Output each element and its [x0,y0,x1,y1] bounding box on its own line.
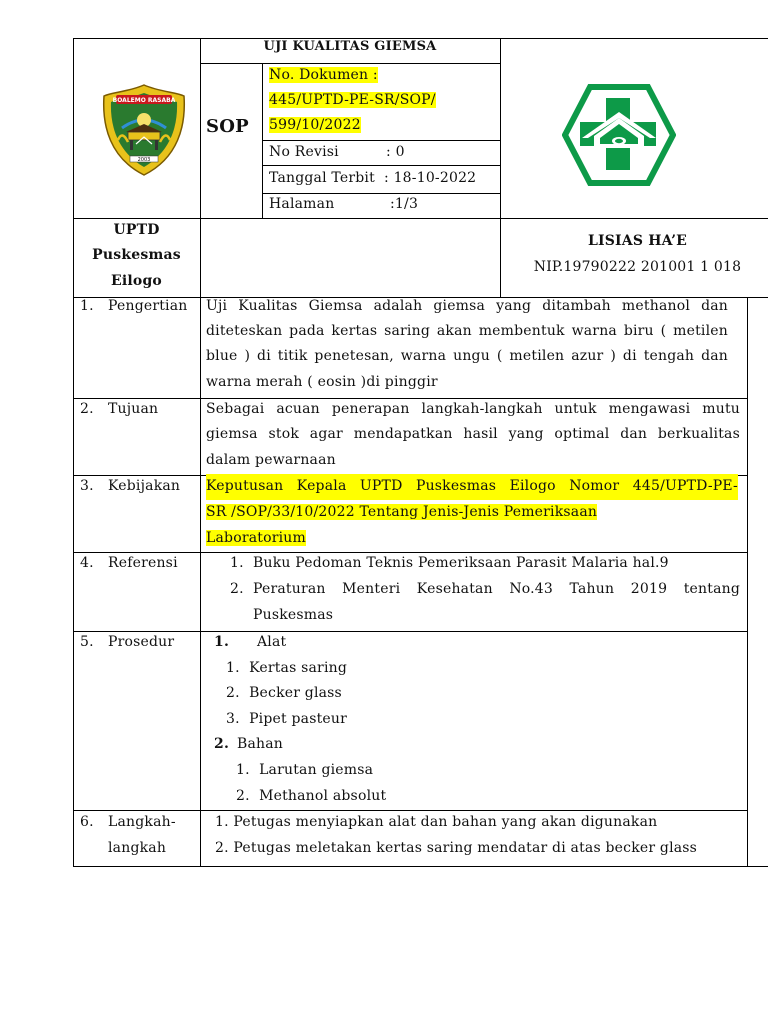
body-line: dalam pewarnaan [206,452,336,468]
section-label: langkah [108,840,167,856]
section-number: 5. [80,634,94,650]
terbit-label: Tanggal Terbit [269,170,375,186]
section-label: Langkah- [108,814,176,830]
svg-text:BOALEMO RASABA: BOALEMO RASABA [112,97,176,104]
dokumen-number-line2: 599/10/2022 [269,117,361,133]
bahan-item: 2. Methanol absolut [236,788,387,804]
body-line: warna merah ( eosin )di pinggir [206,374,438,390]
puskesmas-green-cross-logo [562,84,676,186]
bahan-heading: Bahan [237,736,284,752]
policy-line: SR /SOP/33/10/2022 Tentang Jenis-Jenis Pemeriksaan [206,504,598,520]
dokumen-number-line1: 445/UPTD-PE-SR/SOP/ [269,92,436,108]
policy-line: Keputusan Kepala UPTD Puskesmas Eilogo Nomor 445/UPTD-PE- [206,474,738,500]
org-line1: UPTD [113,222,160,238]
section-number: 6. [80,814,94,830]
body-line: diteteskan pada kertas saring akan membentuk warna biru ( metilen [206,323,728,339]
signer-nip: NIP.19790222 201001 1 018 [533,259,742,275]
section-number: 3. [80,478,94,494]
body-line: Sebagai acuan penerapan langkah-langkah untuk mengawasi mutu [206,401,740,417]
revisi-label: No Revisi [269,144,339,160]
bahan-number: 2. [214,736,230,752]
terbit-value: : 18-10-2022 [384,170,477,186]
alat-item: 3. Pipet pasteur [226,711,347,727]
section-number: 1. [80,298,94,314]
sop-label: SOP [206,116,249,137]
halaman-value: :1/3 [390,196,419,212]
reference-item: Puskesmas [253,607,334,623]
alat-item: 2. Becker glass [226,685,342,701]
section-label: Prosedur [108,634,175,650]
body-line: Uji Kualitas Giemsa adalah giemsa yang ditambah methanol dan [206,298,728,314]
body-line: blue ) di titik penetesan, warna ungu ( metilen azur ) di tengah dan [206,348,728,364]
alat-item: 1. Kertas saring [226,660,348,676]
halaman-label: Halaman [269,196,335,212]
section-number: 4. [80,555,94,571]
step-item: 2. Petugas meletakan kertas saring mendatar di atas becker glass [215,840,698,856]
section-label: Referensi [108,555,178,571]
regency-shield-logo [100,82,188,178]
policy-line: Laboratorium [206,530,306,546]
section-number: 2. [80,401,94,417]
bahan-item: 1. Larutan giemsa [236,762,374,778]
org-line2: Puskesmas [92,247,181,263]
alat-number: 1. [214,634,230,650]
revisi-value: : 0 [386,144,405,160]
section-label: Kebijakan [108,478,181,494]
reference-item: Peraturan Menteri Kesehatan No.43 Tahun 2019 tentang [253,581,740,597]
step-item: 1. Petugas menyiapkan alat dan bahan yang akan digunakan [215,814,658,830]
body-line: giemsa stok agar mendapatkan hasil yang optimal dan berkualitas [206,426,740,442]
document-title: UJI KUALITAS GIEMSA [263,39,437,54]
alat-heading: Alat [257,634,287,650]
svg-text:2003: 2003 [137,157,151,163]
org-line3: Eilogo [111,273,162,289]
reference-item-number: 2. [230,581,244,597]
reference-item: Buku Pedoman Teknis Pemeriksaan Parasit Malaria hal.9 [253,555,669,571]
reference-item-number: 1. [230,555,244,571]
dokumen-label: No. Dokumen : [269,67,378,83]
section-label: Tujuan [108,401,159,417]
signer-name: LISIAS HA’E [587,233,688,249]
section-label: Pengertian [108,298,188,314]
